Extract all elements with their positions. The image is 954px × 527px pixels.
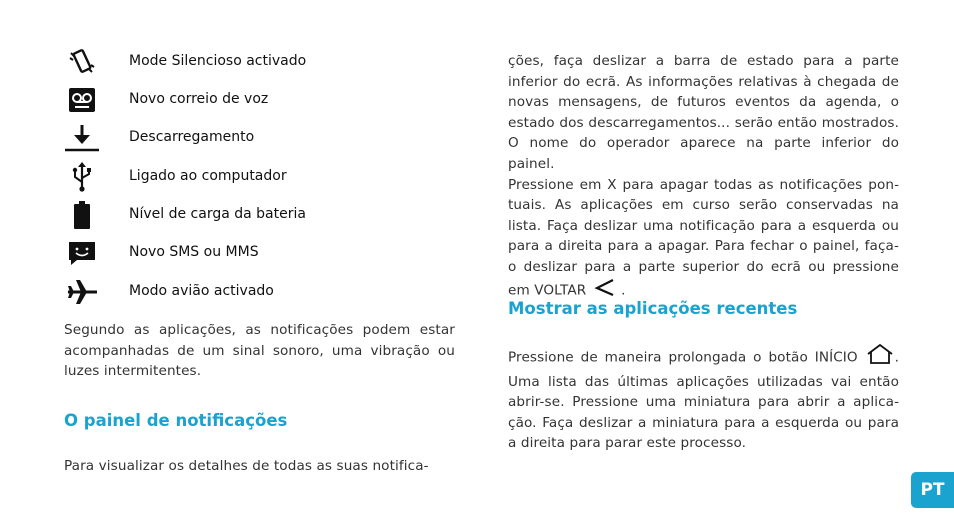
voicemail-icon — [64, 82, 100, 118]
section-heading-recent-apps: Mostrar as aplicações recentes — [508, 299, 798, 318]
list-item — [64, 159, 444, 195]
paragraph-text: Pressione em X para apagar todas as notificações pontuais. As aplicações em curso serão conservadas na lista. Faça deslizar uma notificação para a esquerda ou para a direita para a apagar. Para fechar o painel, faça-o deslizar para a parte superior do ecrã ou pressione em VOLTAR — [508, 176, 899, 298]
intro-paragraph: Segundo as aplicações, as notificações podem estar acompanhadas de um sinal sonoro, uma vibração ou luzes intermitentes. — [64, 322, 455, 380]
paragraph-text: ções, faça deslizar a barra de estado para a parte inferior do ecrã. As informações relativas à chegada de novas mensagens, de futuros eventos da agenda, o estado dos descarregamentos... serão então mostrados. O nome do operador aparece na parte inferior do painel. — [508, 53, 899, 172]
icon-label: Nível de carga da bateria — [129, 206, 306, 222]
paragraph-text: . Uma lista das últimas aplicações utilizadas vai então abrir-se. Pressione uma miniatura para abrir a aplicação. Faça deslizar a miniatura para a esquerda ou para a direita para parar este processo. — [508, 349, 899, 452]
paragraph-text: Pressione de maneira prolongada o botão INÍCIO — [508, 349, 858, 366]
battery-icon — [64, 197, 100, 233]
paragraph-text: . — [621, 281, 626, 298]
list-item — [64, 82, 444, 118]
list-item — [64, 197, 444, 233]
section-heading-notifications: O painel de notificações — [64, 411, 288, 430]
vibrate-icon — [64, 44, 100, 80]
icon-label: Novo SMS ou MMS — [129, 244, 259, 260]
notifications-paragraph-continued — [508, 51, 899, 302]
icon-label: Modo avião activado — [129, 283, 274, 299]
home-icon — [865, 343, 895, 372]
list-item — [64, 120, 444, 156]
list-item — [64, 274, 444, 310]
download-icon — [64, 120, 100, 156]
icon-label: Novo correio de voz — [129, 91, 269, 107]
sms-icon — [64, 235, 100, 271]
icon-label: Ligado ao computador — [129, 168, 287, 184]
usb-icon — [64, 159, 100, 195]
icon-label: Descarregamento — [129, 129, 255, 145]
list-item — [64, 235, 444, 271]
notifications-paragraph-start: Para visualizar os detalhes de todas as suas notifica- — [64, 458, 429, 474]
airplane-icon — [64, 274, 100, 310]
language-badge: PT — [911, 472, 954, 508]
list-item — [64, 44, 444, 80]
icon-label: Mode Silencioso activado — [129, 53, 307, 69]
recent-apps-paragraph — [508, 343, 899, 454]
